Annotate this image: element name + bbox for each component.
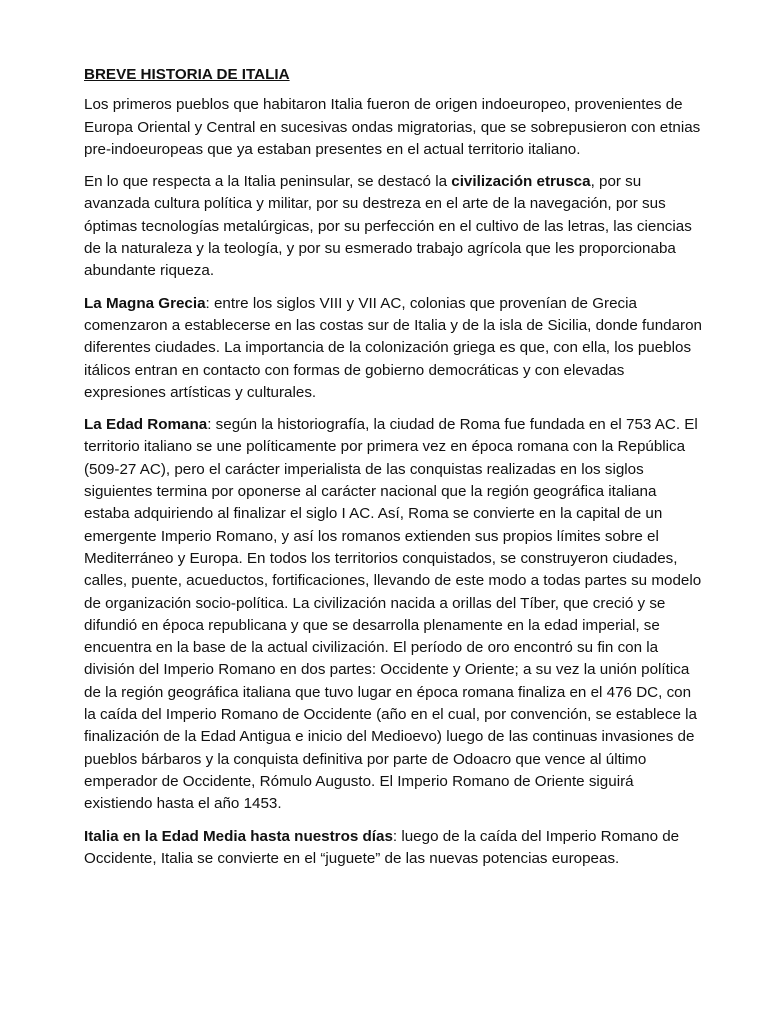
paragraph-roman-age-text: : según la historiografía, la ciudad de Roma fue fundada en el 753 AC. El territorio italiano se une políticamente por primera vez en época romana con la República (509-27 AC), pero el carácter imperialista de las conquistas realizadas en los siglos siguientes termina por oponerse al carácter nacional que la región geográfica italiana estaba adquiriendo al finalizar el siglo I AC. Así, Roma se convierte en la capital de un emergente Imperio Romano, y así los romanos extienden sus propios límites sobre el Mediterráneo y Europa. En todos los territorios conquistados, se construyeron ciudades, calles, puente, acueductos, fortificaciones, llevando de este modo a todas partes su modelo de organización socio-política. La civilización nacida a orillas del Tíber, que creció y se difundió en época republicana y que se desarrolla plenamente en la edad imperial, se encuentra en la base de la actual civilización. El período de oro encontró su fin con la división del Imperio Romano en dos partes: Occidente y Oriente; a su vez la unión política de la región geográfica italiana que tuvo lugar en época romana finaliza en el 476 DC, con la caída del Imperio Romano de Occidente (año en el cual, por convención, se establece la finalización de la Edad Antigua e inicio del Medioevo) luego de las continuas invasiones de pueblos bárbaros y la conquista definitiva por parte de Odoacro que vence al último emperador de Occidente, Rómulo Augusto. El Imperio Romano de Oriente siguirá existiendo hasta el año 1453. [84,416,702,813]
paragraph-origins [84,94,706,161]
paragraph-etruscan-intro: En lo que respecta a la Italia peninsular, se destacó la [84,173,452,191]
term-etruscan-civilization: civilización etrusca [451,173,591,191]
paragraph-roman-age [84,414,706,815]
paragraph-magna-grecia-text: : entre los siglos VIII y VII AC, colonias que provenían de Grecia comenzaron a establecerse en las costas sur de Italia y de la isla de Sicilia, donde fundaron diferentes ciudades. La importancia de la colonización griega es que, con ella, los pueblos itálicos entran en contacto con formas de gobierno democráticas y con elevadas expresiones artísticas y culturales. [84,294,702,401]
paragraph-etruscan [84,171,706,282]
heading-middle-ages: Italia en la Edad Media hasta nuestros días [84,827,393,845]
document-title: BREVE HISTORIA DE ITALIA [84,66,290,83]
heading-magna-grecia: La Magna Grecia [84,294,206,312]
heading-roman-age: La Edad Romana [84,416,208,434]
paragraph-magna-grecia [84,293,706,404]
paragraph-origins-text: Los primeros pueblos que habitaron Italia fueron de origen indoeuropeo, provenientes de Europa Oriental y Central en sucesivas ondas migratorias, que se sobrepusieron con etnias pre-indoeuropeas que ya estaban presentes en el actual territorio italiano. [84,96,701,158]
document-page [84,64,706,880]
paragraph-middle-ages-text: : luego de la caída del Imperio Romano de Occidente, Italia se convierte en el “juguete” de las nuevas potencias europeas. [84,827,680,867]
paragraph-etruscan-text: , por su avanzada cultura política y militar, por su destreza en el arte de la navegación, por sus óptimas tecnologías metalúrgicas, por su perfección en el cultivo de las letras, las ciencias de la naturaleza y la teología, y por su esmerado trabajo agrícola que les proporcionaba abundante riqueza. [84,173,692,280]
paragraph-middle-ages [84,826,706,871]
